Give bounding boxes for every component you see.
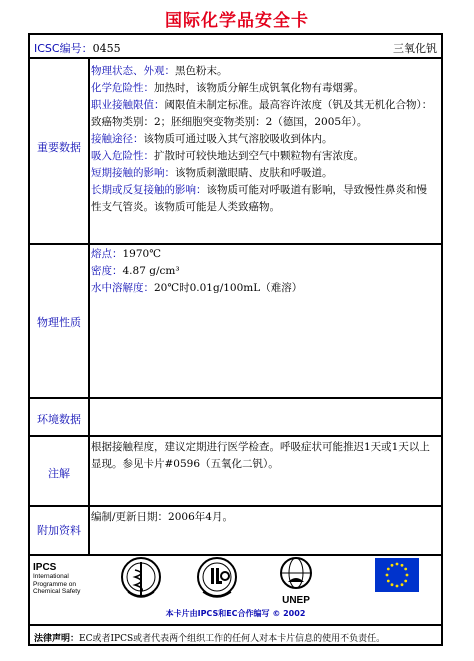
divider [30, 624, 441, 626]
important-item: 化学危险性：加热时，该物质分解生成钒氧化物有毒烟雾。 [91, 82, 364, 94]
column-divider [88, 57, 90, 554]
important-item: 物理状态、外观：黑色粉末。 [91, 65, 228, 77]
physical-properties-content [91, 246, 437, 297]
section-label-additional: 附加资料 [37, 524, 81, 537]
legal-notice [34, 631, 385, 644]
important-item: 职业接触限值：阈限值未制定标准。最高容许浓度（钒及其无机化合物）：致癌物类别：2；胚细胞突变物类别：2（德国，2005年）。 [91, 99, 433, 128]
ilo-emblem-icon [195, 556, 239, 606]
unep-logo [275, 556, 317, 606]
divider [30, 505, 441, 507]
important-item: 长期或反复接触的影响：该物质可能对呼吸道有影响，导致慢性鼻炎和慢性支气管炎。该物质可能是人类致癌物。 [91, 184, 427, 213]
section-label-important: 重要数据 [37, 141, 81, 154]
organization-logos [30, 554, 441, 624]
legal-notice-label: 法律声明： [34, 634, 80, 644]
divider [30, 57, 441, 59]
additional-content: 编制/更新日期：2006年4月。 [91, 511, 233, 523]
who-emblem-icon [120, 556, 162, 606]
icsc-label: ICSC编号： [34, 42, 93, 55]
substance-name: 三氧化钒 [393, 42, 437, 55]
notes-content: 根据接触程度，建议定期进行医学检查。呼吸症状可能推迟1天或1天以上显现。参见卡片#0596（五氧化二钒）。 [91, 441, 430, 470]
divider [30, 435, 441, 437]
icsc-card [28, 33, 443, 646]
physical-item: 密度：4.87 g/cm³ [91, 265, 180, 277]
divider [30, 243, 441, 245]
physical-item: 熔点：1970℃ [91, 248, 161, 260]
important-item: 短期接触的影响：该物质刺激眼睛、皮肤和呼吸道。 [91, 167, 333, 179]
eu-flag-icon [375, 558, 419, 596]
section-label-physical: 物理性质 [37, 316, 81, 329]
important-data-content [91, 63, 437, 216]
physical-item: 水中溶解度：20℃时0.01g/100mL（难溶） [91, 282, 303, 294]
card-title: 国际化学品安全卡 [165, 11, 309, 31]
ipcs-logo: IPCS International Programme on Chemical Safety [33, 562, 81, 595]
important-item: 接触途径：该物质可通过吸入其气溶胶吸收到体内。 [91, 133, 333, 145]
divider [30, 397, 441, 399]
important-item: 吸入危险性：扩散时可较快地达到空气中颗粒物有害浓度。 [91, 150, 364, 162]
legal-notice-text: EC或者IPCS或者代表两个组织工作的任何人对本卡片信息的使用不负责任。 [79, 634, 386, 644]
section-label-environment: 环境数据 [37, 413, 81, 426]
prepared-by-note: 本卡片由IPCS和EC合作编写 © 2002 [165, 609, 306, 618]
icsc-number: 0455 [92, 42, 121, 55]
card-id-row [30, 35, 441, 57]
unep-label: UNEP [282, 595, 310, 606]
section-label-notes: 注解 [48, 467, 70, 480]
